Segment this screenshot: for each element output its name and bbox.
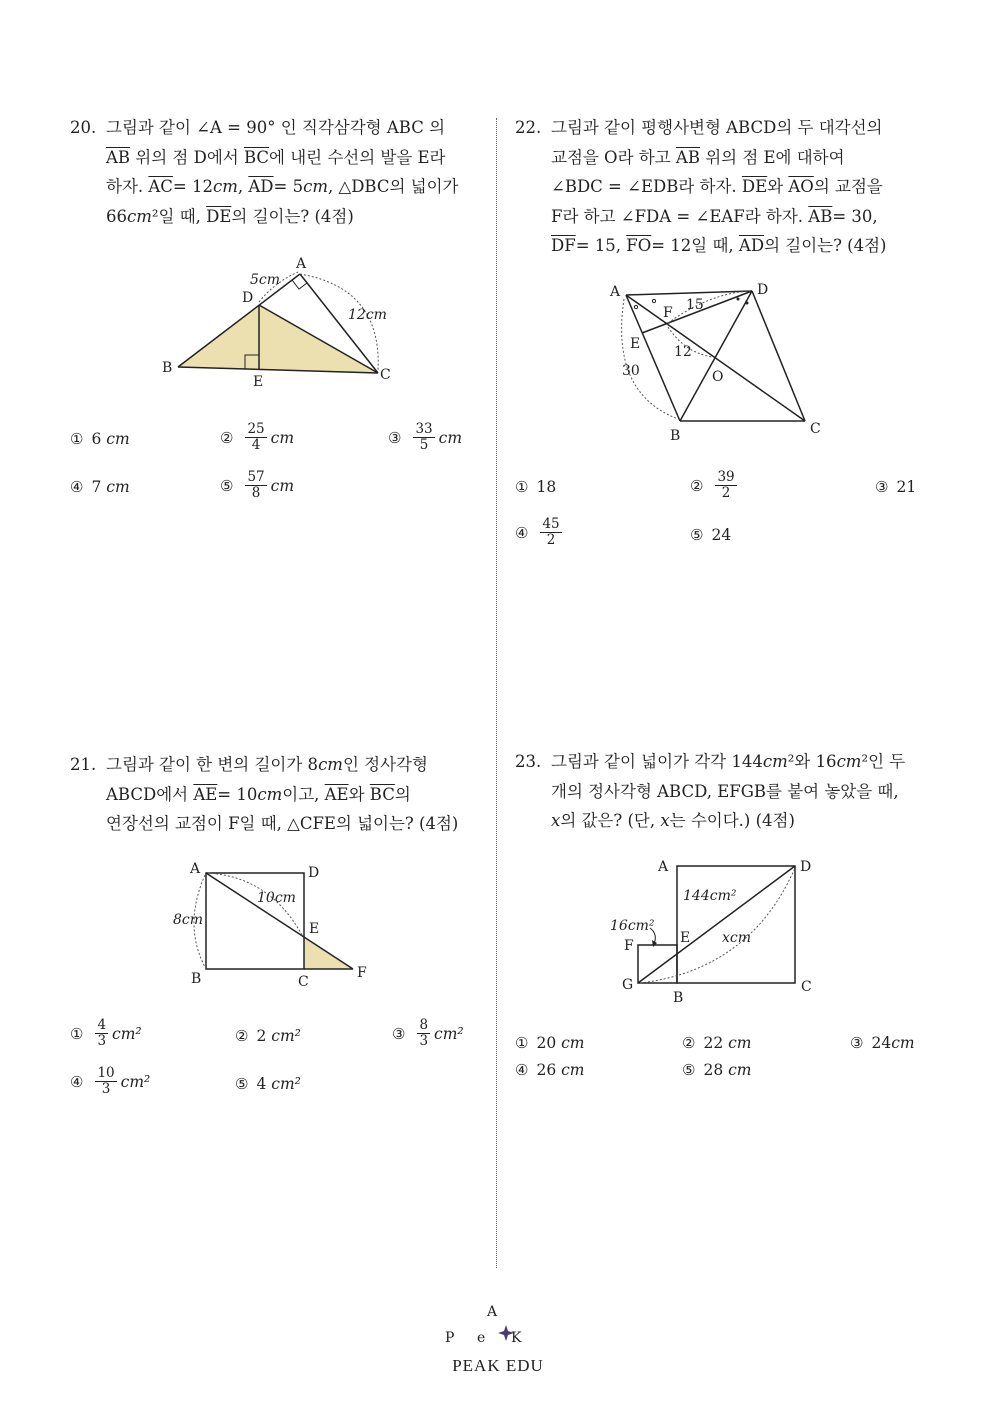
problem-21 [70, 750, 458, 839]
label-a: A [610, 284, 621, 300]
choice-4[interactable]: ④ $\frac{10}{3}$ cm² [70, 1065, 151, 1097]
choice-4[interactable]: ④ 7 cm [70, 478, 130, 496]
text-line: 교점을 O라 하고 $\overline{AB}$ 위의 점 E에 대하여 [551, 147, 845, 167]
text-line: 그림과 같이 평행사변형 ABCD의 두 대각선의 [551, 118, 883, 137]
svg-text:K: K [511, 1330, 522, 1346]
choice-1[interactable]: ① 18 [515, 478, 557, 496]
label-f: F [357, 965, 367, 981]
label-f: F [663, 305, 673, 321]
label-b: B [670, 428, 681, 444]
text-line: 개의 정사각형 ABCD, EFGB를 붙여 놓았을 때, [551, 781, 899, 801]
label-g: G [622, 977, 634, 993]
logo-text: PEAK EDU [452, 1356, 544, 1375]
choice-2[interactable]: ② $\frac{25}{4}$ cm [220, 421, 295, 453]
figure-20-triangle [150, 250, 410, 395]
choice-2[interactable]: ② 2 cm² [235, 1027, 301, 1045]
choice-1[interactable]: ① 6 cm [70, 430, 130, 448]
text-line: 그림과 같이 ∠A = 90° 인 직각삼각형 ABC 의 [106, 118, 446, 137]
label-c: C [380, 367, 391, 383]
text-line: 66cm²일 때, $\overline{DE}$의 길이는? (4점) [106, 206, 354, 226]
label-c: C [298, 974, 309, 990]
problem-text [551, 113, 886, 261]
label-o: O [712, 369, 724, 385]
choice-1[interactable]: ① $\frac{4}{3}$ cm² [70, 1017, 142, 1049]
label-a: A [296, 256, 307, 272]
label-fo-length: 12 [674, 344, 692, 360]
svg-text:e: e [477, 1330, 486, 1346]
problem-text [551, 747, 905, 836]
figure-23-two-squares [600, 850, 830, 1005]
choice-2[interactable]: ② $\frac{39}{2}$ [690, 469, 735, 501]
label-a: A [658, 859, 669, 875]
choice-3[interactable]: ③ $\frac{33}{5}$ cm [388, 421, 463, 453]
label-b: B [673, 990, 684, 1005]
label-b: B [191, 971, 202, 987]
label-ac-length: 12cm [348, 307, 387, 323]
text-line: x의 값은? (단, x는 수이다.) (4점) [551, 811, 795, 830]
label-e: E [680, 930, 691, 946]
label-c: C [810, 421, 821, 437]
label-b: B [162, 360, 173, 376]
label-c: C [801, 979, 812, 995]
column-divider [496, 118, 497, 1268]
figure-22-parallelogram [590, 275, 835, 450]
problem-text [106, 750, 458, 839]
problem-23 [515, 747, 905, 836]
label-ab-length: 8cm [173, 912, 204, 928]
label-big-area: 144cm² [683, 888, 737, 904]
choice-3[interactable]: ③ 21 [875, 478, 917, 496]
text-line: 하자. $\overline{AC}= 12cm$, $\overline{AD}= 5cm$, △DBC의 넓이가 [106, 177, 459, 196]
label-e: E [630, 336, 641, 352]
text-line: 그림과 같이 넓이가 각각 144cm²와 16cm²인 두 [551, 752, 906, 771]
choice-5[interactable]: ⑤ 24 [690, 526, 732, 544]
choice-5[interactable]: ⑤ $\frac{57}{8}$ cm [220, 469, 295, 501]
choice-2[interactable]: ② 22 cm [682, 1034, 752, 1052]
label-d: D [242, 290, 254, 306]
text-line: F라 하고 ∠FDA = ∠EAF라 하자. $\overline{AB}= 30$, [551, 206, 878, 226]
text-line: 그림과 같이 한 변의 길이가 8cm인 정사각형 [106, 755, 428, 774]
choice-4[interactable]: ④ $\frac{45}{2}$ [515, 516, 560, 548]
choice-1[interactable]: ① 20 cm [515, 1034, 585, 1052]
label-ad-length: 5cm [250, 272, 281, 288]
label-e: E [309, 921, 320, 937]
label-f: F [624, 938, 634, 954]
text-line: $\overline{DF}= 15$, $\overline{FO}= 12$일 때, $\overline{AD}$의 길이는? (4점) [551, 236, 887, 255]
label-df-length: 15 [686, 297, 704, 313]
text-line: ∠BDC = ∠EDB라 하자. $\overline{DE}$와 $\overline{AO}$의 교점을 [551, 177, 883, 196]
text-line: $\overline{AB}$ 위의 점 D에서 $\overline{BC}$에 내린 수선의 발을 E라 [106, 147, 446, 167]
choice-3[interactable]: ③ 24 cm [850, 1034, 915, 1052]
problem-number: 20. [70, 118, 97, 137]
problem-22 [515, 113, 886, 261]
text-line: 연장선의 교점이 F일 때, △CFE의 넓이는? (4점) [106, 814, 459, 833]
text-line: ABCD에서 $\overline{AE}= 10cm$이고, $\overline{AE}$와 $\overline{BC}$의 [106, 784, 411, 804]
svg-text:P: P [445, 1330, 455, 1346]
choice-3[interactable]: ③ $\frac{8}{3}$ cm² [392, 1017, 464, 1049]
label-d: D [757, 282, 769, 298]
choice-5[interactable]: ⑤ 4 cm² [235, 1075, 301, 1093]
problem-number: 21. [70, 755, 97, 774]
label-small-area: 16cm² [610, 918, 655, 934]
problem-20 [70, 113, 458, 231]
choice-5[interactable]: ⑤ 28 cm [682, 1061, 752, 1079]
peak-logo-mark [443, 1280, 553, 1350]
problem-number: 23. [515, 752, 542, 771]
figure-21-square [165, 855, 380, 990]
label-ab-length: 30 [622, 363, 640, 379]
choice-4[interactable]: ④ 26 cm [515, 1061, 585, 1079]
label-e: E [253, 374, 264, 390]
problem-text [106, 113, 458, 231]
label-ae-length: 10cm [257, 890, 296, 906]
label-d: D [308, 865, 320, 881]
label-d: D [800, 859, 812, 875]
peak-edu-logo [443, 1280, 553, 1376]
svg-text:A: A [487, 1304, 498, 1320]
problem-number: 22. [515, 118, 542, 137]
label-a: A [190, 861, 201, 877]
label-x: xcm [722, 930, 752, 946]
